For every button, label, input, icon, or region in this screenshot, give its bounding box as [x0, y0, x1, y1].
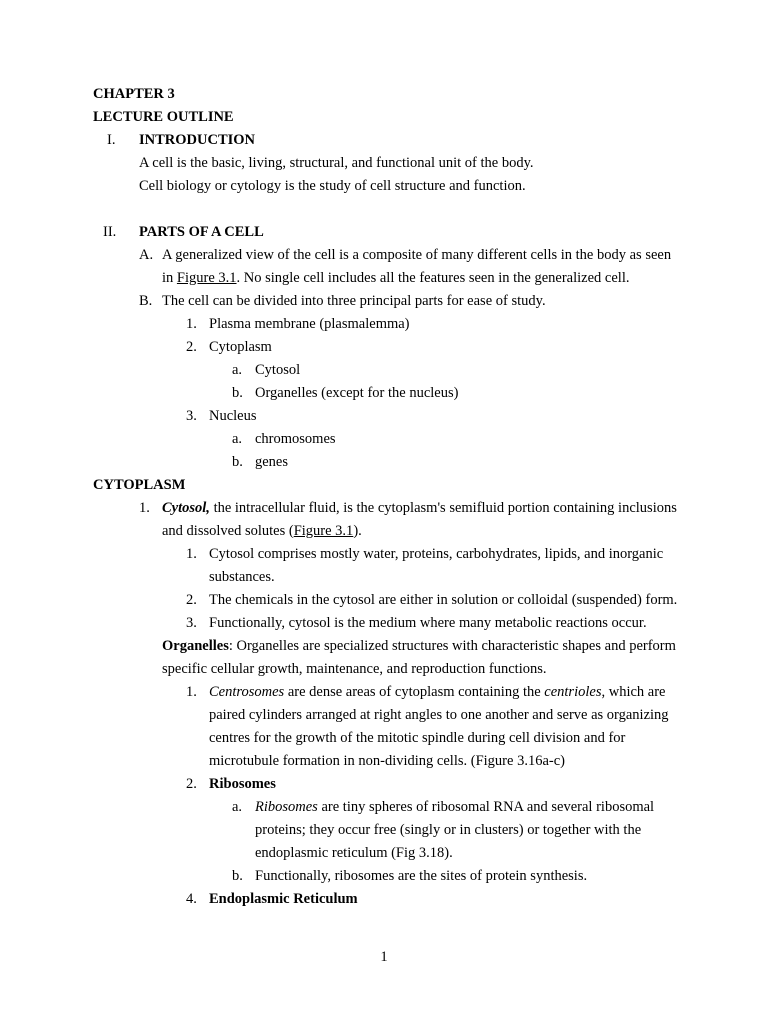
page-number: 1	[380, 949, 388, 965]
list-item: a. Cytosol	[232, 362, 301, 378]
intro-paragraph-2: Cell biology or cytology is the study of cell structure and function.	[139, 178, 526, 194]
section-heading: INTRODUCTION	[139, 132, 256, 148]
ribosomes-heading-row: 2. Ribosomes	[0, 773, 768, 796]
cytosol-item: 1. Cytosol, the intracellular fluid, is the cytoplasm's semifluid portion containing inclusions	[139, 500, 677, 516]
parts-item-a: A. A generalized view of the cell is a composite of many different cells in the body as seen	[139, 247, 672, 263]
figure-link[interactable]: Figure 3.1	[293, 523, 354, 539]
list-item-cont: substances.	[209, 569, 275, 585]
term-centrosomes: Centrosomes	[209, 684, 285, 700]
centrosomes-item-cont: microtubule formation in non-dividing cells. (Figure 3.16a-c)	[209, 753, 565, 769]
term-cytosol: Cytosol,	[162, 500, 210, 516]
document-page	[0, 83, 768, 911]
list-item: 1. Cytosol comprises mostly water, proteins, carbohydrates, lipids, and inorganic	[186, 546, 664, 562]
centrosomes-item-cont: centres for the growth of the mitotic spindle during cell division and for	[209, 730, 626, 746]
cytosol-item-cont: and dissolved solutes (Figure 3.1).	[162, 523, 362, 539]
centrosomes-item: 1. Centrosomes are dense areas of cytoplasm containing the centrioles, which are	[186, 684, 666, 700]
organelles-paragraph: Organelles: Organelles are specialized structures with characteristic shapes and perform	[162, 638, 676, 654]
chapter-title-row	[0, 83, 768, 106]
cytoplasm-heading-row	[0, 474, 768, 497]
cytoplasm-heading: CYTOPLASM	[93, 477, 186, 493]
figure-link[interactable]: Figure 3.1	[176, 270, 237, 286]
ribosomes-item-a: a. Ribosomes are tiny spheres of ribosomal RNA and several ribosomal	[232, 799, 655, 815]
lecture-outline-title: LECTURE OUTLINE	[93, 109, 234, 125]
list-item: b. Organelles (except for the nucleus)	[232, 385, 459, 401]
parts-item-b: B. The cell can be divided into three principal parts for ease of study.	[139, 293, 546, 309]
section-number: II.	[103, 224, 117, 240]
organelles-paragraph-cont: specific cellular growth, maintenance, and reproduction functions.	[162, 661, 547, 677]
list-item: a. chromosomes	[232, 431, 336, 447]
list-item: 3. Functionally, cytosol is the medium where many metabolic reactions occur.	[186, 615, 647, 631]
intro-paragraph-1: A cell is the basic, living, structural, and functional unit of the body.	[139, 155, 534, 171]
ribosomes-heading: Ribosomes	[209, 776, 276, 792]
er-heading: Endoplasmic Reticulum	[209, 891, 358, 907]
ribosomes-item-a-cont: proteins; they occur free (singly or in clusters) or together with the	[255, 822, 642, 838]
parts-item-a-cont: in Figure 3.1. No single cell includes all the features seen in the generalized cell.	[162, 270, 630, 286]
term-centrioles: centrioles	[544, 684, 602, 700]
centrosomes-item-cont: paired cylinders arranged at right angles to one another and serve as organizing	[209, 707, 669, 723]
list-item: 2. The chemicals in the cytosol are either in solution or colloidal (suspended) form.	[186, 592, 678, 608]
section-parts-heading	[0, 221, 768, 244]
term-ribosomes: Ribosomes	[255, 799, 318, 815]
section-intro-heading	[0, 129, 768, 152]
list-item: 1. Plasma membrane (plasmalemma)	[186, 316, 410, 332]
section-heading: PARTS OF A CELL	[139, 224, 264, 240]
chapter-title: CHAPTER 3	[93, 86, 175, 102]
er-heading-row: 4. Endoplasmic Reticulum	[0, 888, 768, 911]
subtitle-row	[0, 106, 768, 129]
list-item: b. genes	[232, 454, 289, 470]
list-item: 3. Nucleus	[186, 408, 257, 424]
ribosomes-item-a-cont: endoplasmic reticulum (Fig 3.18).	[255, 845, 453, 861]
term-organelles: Organelles	[162, 638, 229, 654]
ribosomes-item-b: b. Functionally, ribosomes are the sites of protein synthesis.	[232, 868, 588, 884]
list-item: 2. Cytoplasm	[186, 339, 272, 355]
section-number: I.	[107, 132, 116, 148]
